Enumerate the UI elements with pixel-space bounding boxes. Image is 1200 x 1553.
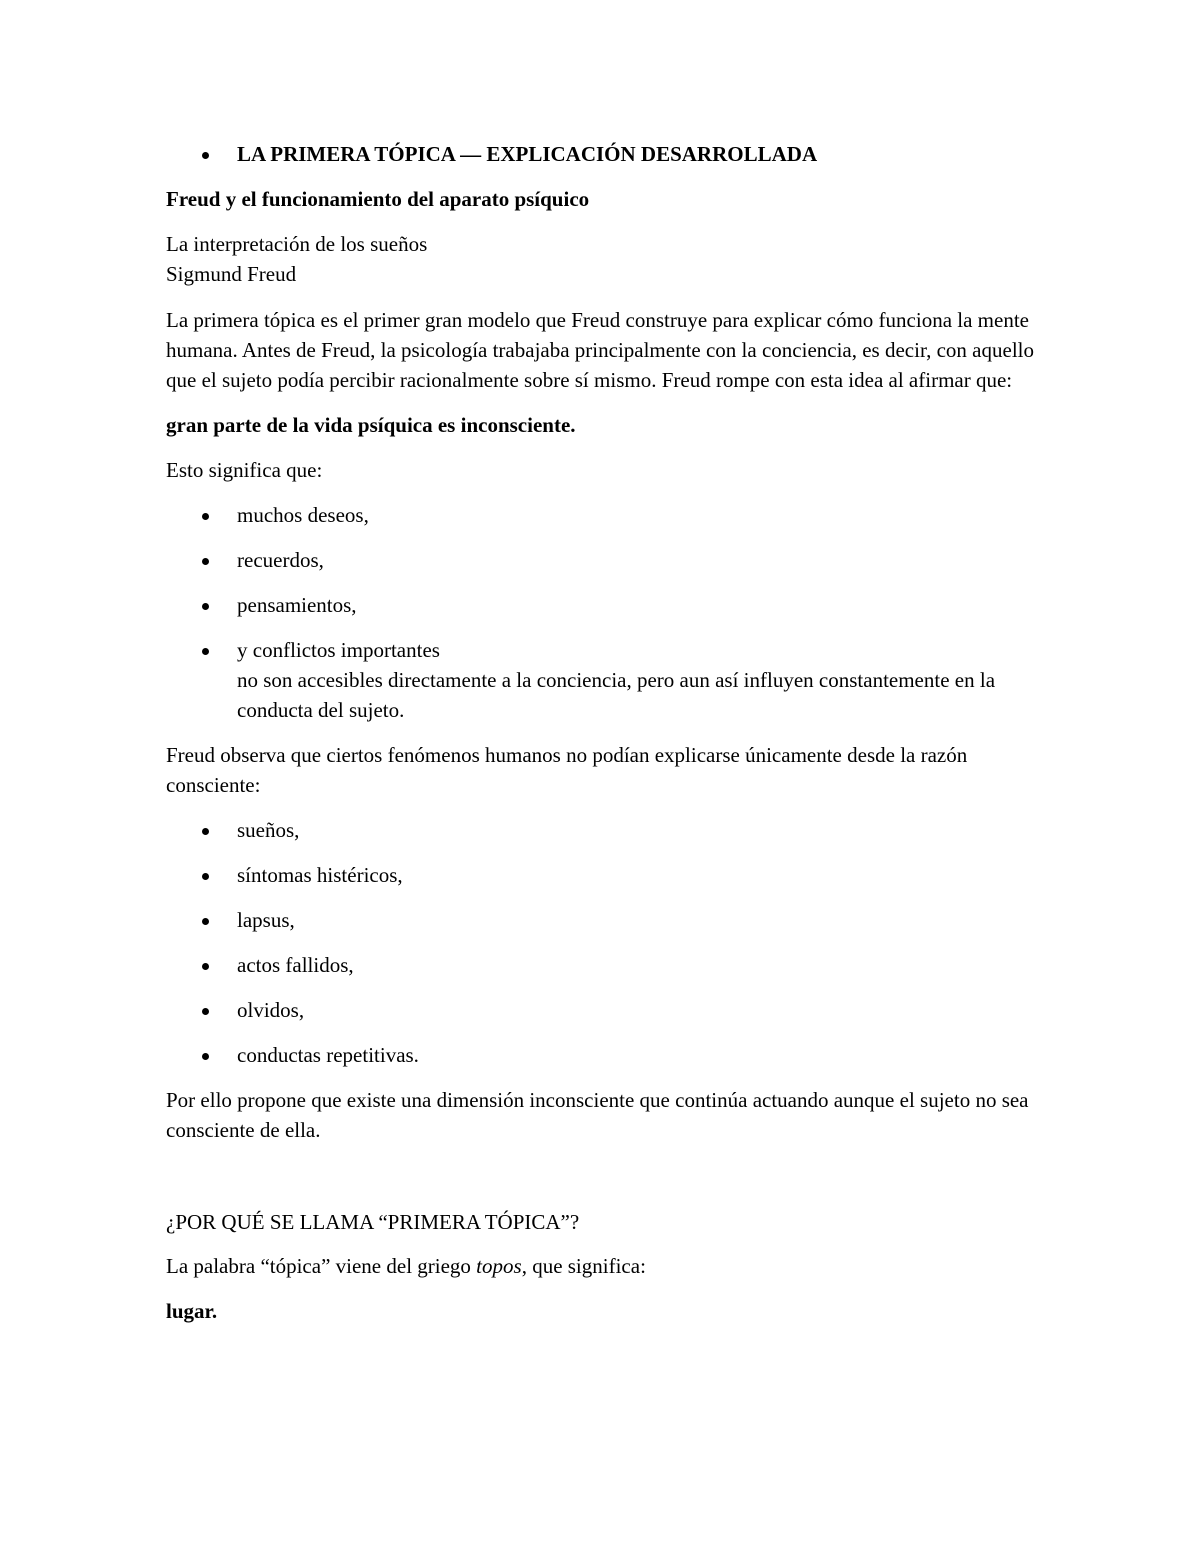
bullet-icon bbox=[202, 918, 209, 925]
bullet-icon bbox=[202, 648, 209, 655]
book-reference bbox=[166, 229, 1036, 289]
list-item-text: pensamientos, bbox=[237, 593, 357, 617]
list-item-text: actos fallidos, bbox=[237, 953, 354, 977]
key-statement: gran parte de la vida psíquica es inconsciente. bbox=[166, 413, 576, 437]
list-item bbox=[166, 1040, 1036, 1070]
list-item bbox=[166, 905, 1036, 935]
list-item-continuation: no son accesibles directamente a la conciencia, pero aun así influyen constantemente en la conducta del sujeto. bbox=[237, 668, 996, 722]
bullet-icon bbox=[202, 558, 209, 565]
bullet-icon bbox=[202, 1008, 209, 1015]
topica-text-before: La palabra “tópica” viene del griego bbox=[166, 1254, 477, 1278]
topica-paragraph bbox=[166, 1251, 1036, 1281]
book-author: Sigmund Freud bbox=[166, 262, 297, 286]
document-content bbox=[166, 139, 1036, 1326]
list-item-text: síntomas histéricos, bbox=[237, 863, 403, 887]
list-item bbox=[166, 545, 1036, 575]
list-item-text: conductas repetitivas. bbox=[237, 1043, 419, 1067]
bullet-icon bbox=[202, 513, 209, 520]
list-effects bbox=[166, 500, 1036, 725]
bullet-icon bbox=[202, 603, 209, 610]
list-item bbox=[166, 950, 1036, 980]
bullet-icon bbox=[202, 873, 209, 880]
list-item bbox=[166, 500, 1036, 530]
list-item bbox=[166, 590, 1036, 620]
list-item bbox=[166, 815, 1036, 845]
section-heading: LA PRIMERA TÓPICA — EXPLICACIÓN DESARROLLADA bbox=[237, 142, 818, 166]
observa-paragraph: Freud observa que ciertos fenómenos humanos no podían explicarse únicamente desde la razón consciente: bbox=[166, 743, 968, 797]
bullet-icon bbox=[202, 963, 209, 970]
question-heading: ¿POR QUÉ SE LLAMA “PRIMERA TÓPICA”? bbox=[166, 1210, 580, 1234]
final-word: lugar. bbox=[166, 1299, 218, 1323]
conclusion-paragraph: Por ello propone que existe una dimensión inconsciente que continúa actuando aunque el sujeto no sea consciente de ella. bbox=[166, 1088, 1029, 1142]
book-title: La interpretación de los sueños bbox=[166, 232, 428, 256]
list-item-text: recuerdos, bbox=[237, 548, 324, 572]
heading-bullet-item bbox=[166, 139, 1036, 169]
list-item-text: olvidos, bbox=[237, 998, 305, 1022]
bullet-icon bbox=[202, 152, 209, 159]
list-phenomena bbox=[166, 815, 1036, 1070]
topica-text-after: , que significa: bbox=[521, 1254, 646, 1278]
topica-italic-word: topos bbox=[476, 1254, 522, 1278]
intro-paragraph: La primera tópica es el primer gran modelo que Freud construye para explicar cómo funciona la mente humana. Antes de Freud, la psicología trabajaba principalmente con la conciencia, es decir, con aquello que el sujeto podía percibir racionalmente sobre sí mismo. Freud rompe con esta idea al afirmar que: bbox=[166, 308, 1034, 392]
subtitle: Freud y el funcionamiento del aparato psíquico bbox=[166, 187, 590, 211]
list-item bbox=[166, 995, 1036, 1025]
list-item-text: y conflictos importantes bbox=[237, 638, 440, 662]
list-item bbox=[166, 860, 1036, 890]
list-item bbox=[166, 635, 1036, 725]
bullet-icon bbox=[202, 828, 209, 835]
heading-list bbox=[166, 139, 1036, 169]
bullet-icon bbox=[202, 1053, 209, 1060]
list-item-text: sueños, bbox=[237, 818, 300, 842]
esto-significa-text: Esto significa que: bbox=[166, 458, 323, 482]
list-item-text: lapsus, bbox=[237, 908, 295, 932]
list-item-text: muchos deseos, bbox=[237, 503, 369, 527]
